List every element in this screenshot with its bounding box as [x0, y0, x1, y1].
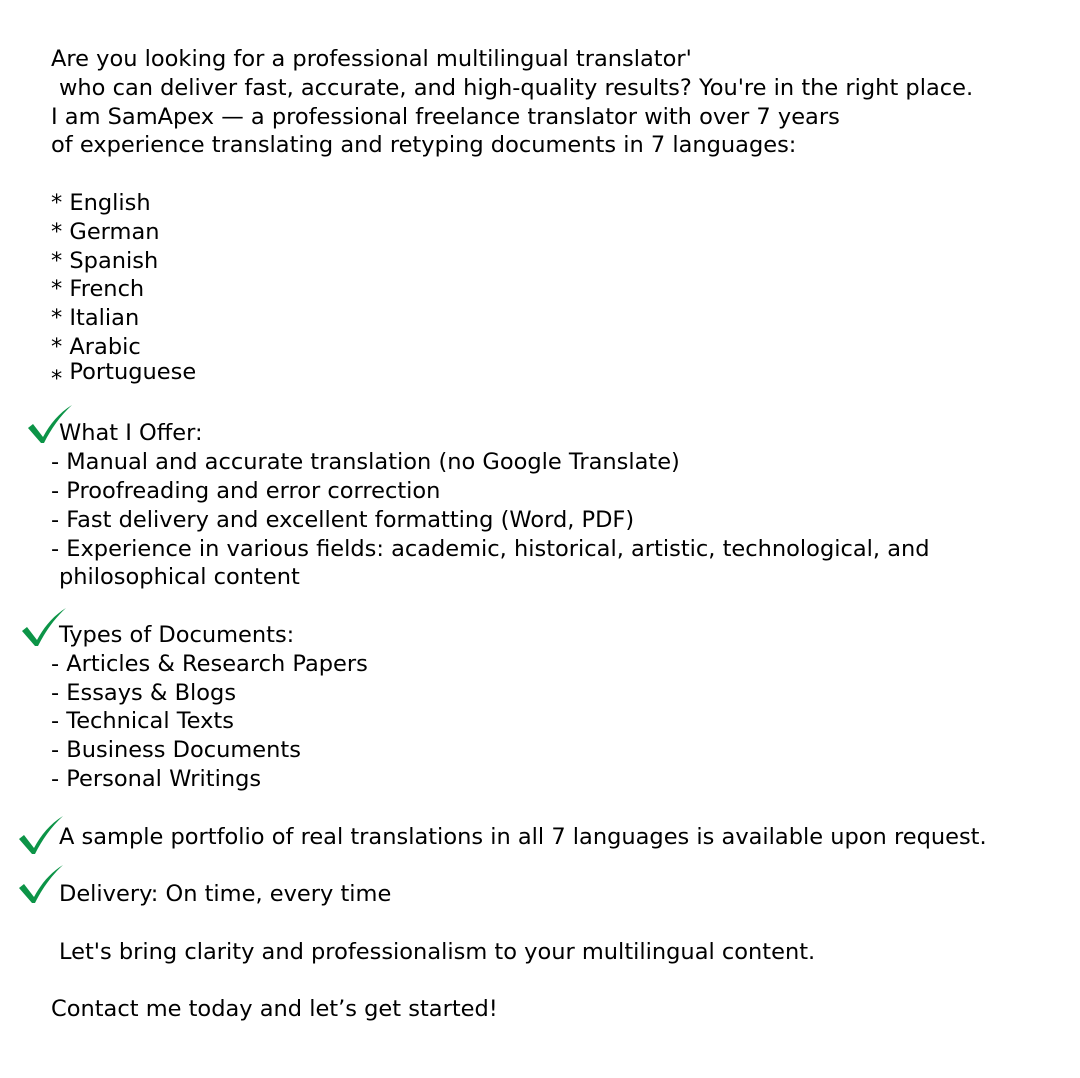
- offer-item-continuation: philosophical content: [59, 564, 300, 590]
- language-item: ⁎ Portuguese: [51, 359, 197, 385]
- intro-line-1: Are you looking for a professional multilingual translator': [51, 46, 692, 72]
- check-mark-icon: [18, 815, 64, 855]
- call-to-action: Contact me today and let’s get started!: [51, 996, 498, 1022]
- offer-heading: What I Offer:: [59, 420, 203, 446]
- intro-line-4: of experience translating and retyping documents in 7 languages:: [51, 132, 797, 158]
- documents-heading: Types of Documents:: [59, 622, 295, 648]
- language-item: * English: [51, 190, 151, 216]
- offer-item: - Manual and accurate translation (no Google Translate): [51, 449, 680, 475]
- offer-item: - Proofreading and error correction: [51, 478, 441, 504]
- closing-line: Let's bring clarity and professionalism to your multilingual content.: [59, 939, 816, 965]
- document-item: - Essays & Blogs: [51, 680, 237, 706]
- check-mark-icon: [18, 864, 64, 904]
- offer-item: - Experience in various fields: academic, historical, artistic, technological, and: [51, 536, 930, 562]
- language-item: * French: [51, 276, 145, 302]
- document-item: - Personal Writings: [51, 766, 262, 792]
- document-item: - Technical Texts: [51, 708, 234, 734]
- language-item: * German: [51, 219, 160, 245]
- document-item: - Business Documents: [51, 737, 301, 763]
- portfolio-note: A sample portfolio of real translations in all 7 languages is available upon request.: [59, 824, 987, 850]
- language-item: * Italian: [51, 305, 140, 331]
- document-item: - Articles & Research Papers: [51, 651, 368, 677]
- intro-line-2: who can deliver fast, accurate, and high-quality results? You're in the right place.: [59, 75, 974, 101]
- delivery-note: Delivery: On time, every time: [59, 881, 392, 907]
- language-item: * Arabic: [51, 334, 141, 360]
- offer-item: - Fast delivery and excellent formatting (Word, PDF): [51, 507, 635, 533]
- language-item: * Spanish: [51, 248, 159, 274]
- intro-line-3: I am SamApex — a professional freelance translator with over 7 years: [51, 104, 840, 130]
